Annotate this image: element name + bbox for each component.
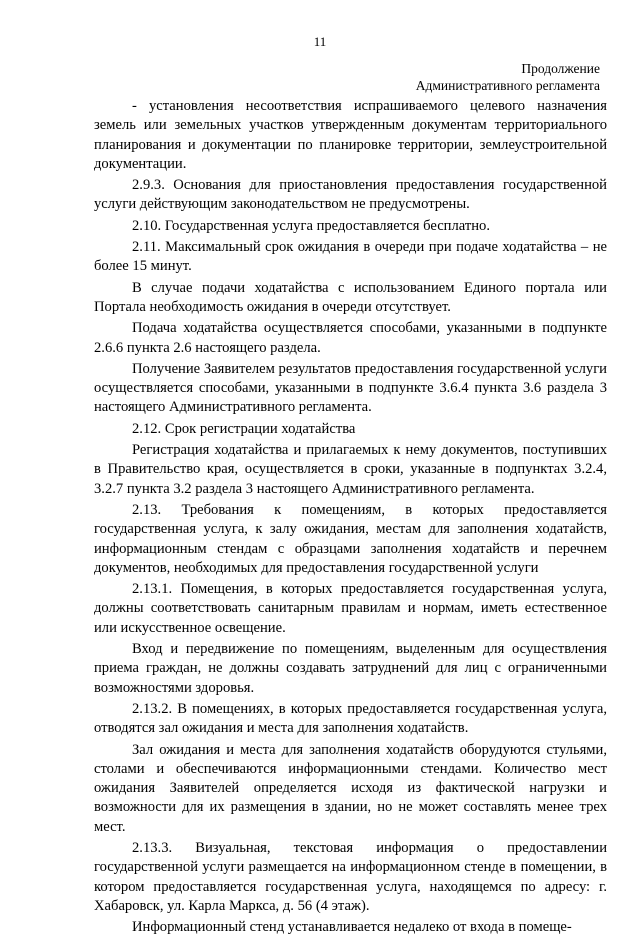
continuation-header	[416, 60, 600, 94]
paragraph: 2.10. Государственная услуга предоставляется бесплатно.	[132, 217, 491, 234]
paragraph: В случае подачи ходатайства с использованием Единого портала или Портала необходимость ожидания в очереди отсутствует.	[94, 279, 607, 315]
paragraph: Получение Заявителем результатов предоставления государственной услуги осуществляется способами, указанными в подпункте 3.6.4 пункта 3.6 раздела 3 настоящего Административного регламента.	[94, 360, 607, 416]
paragraph: 2.13.3. Визуальная, текстовая информация о предоставлении государственной услуги размещается на информационном стенде в помещении, в котором предоставляется государственная услуга, находящемся по адресу: г. Хабаровск, ул. Карла Маркса, д. 56 (4 этаж).	[94, 839, 607, 914]
paragraph: Информационный стенд устанавливается недалеко от входа в помеще-	[132, 919, 572, 936]
paragraph: 2.13.1. Помещения, в которых предоставляется государственная услуга, должны соответствовать санитарным правилам и нормам, иметь естественное или искусственное освещение.	[94, 581, 607, 636]
paragraph: 2.12. Срок регистрации ходатайства	[132, 420, 356, 437]
paragraph: Регистрация ходатайства и прилагаемых к нему документов, поступивших в Правительство края, осуществляется в сроки, указанные в подпунктах 3.2.4, 3.2.7 пункта 3.2 раздела 3 настоящего Административного регламента.	[94, 442, 607, 497]
paragraph: - установления несоответствия испрашиваемого целевого назначения земель или земельных участков утвержденным документам территориального планирования и документации по планировке территории, землеустроительной документации.	[94, 98, 607, 172]
paragraph: Зал ожидания и места для заполнения ходатайств оборудуются стульями, столами и обеспечиваются информационными стендами. Количество мест ожидания Заявителей определяется исходя из фактической нагрузки и возможности для их размещения в здании, но не может составлять менее трех мест.	[94, 741, 607, 835]
continuation-label: Продолжение	[521, 61, 600, 76]
document-body	[94, 97, 607, 937]
paragraph: Подача ходатайства осуществляется способами, указанными в подпункте 2.6.6 пункта 2.6 настоящего раздела.	[94, 320, 607, 356]
paragraph: 2.13. Требования к помещениям, в которых предоставляется государственная услуга, к залу ожидания, местам для заполнения ходатайств, информационным стендам с образцами заполнения ходатайств и перечнем документов, необходимых для предоставления государственной услуги	[94, 501, 607, 576]
paragraph: 2.11. Максимальный срок ожидания в очереди при подаче ходатайства – не более 15 минут.	[94, 239, 607, 275]
paragraph: 2.9.3. Основания для приостановления предоставления государственной услуги действующим законодательством не предусмотрены.	[94, 177, 607, 213]
regulation-title: Административного регламента	[415, 78, 600, 93]
paragraph: 2.13.2. В помещениях, в которых предоставляется государственная услуга, отводятся зал ожидания и места для заполнения ходатайств.	[94, 700, 607, 737]
page-number: 11	[313, 34, 327, 49]
paragraph: Вход и передвижение по помещениям, выделенным для осуществления приема граждан, не должны создавать затруднений для лиц с ограниченными возможностями здоровья.	[94, 641, 607, 696]
